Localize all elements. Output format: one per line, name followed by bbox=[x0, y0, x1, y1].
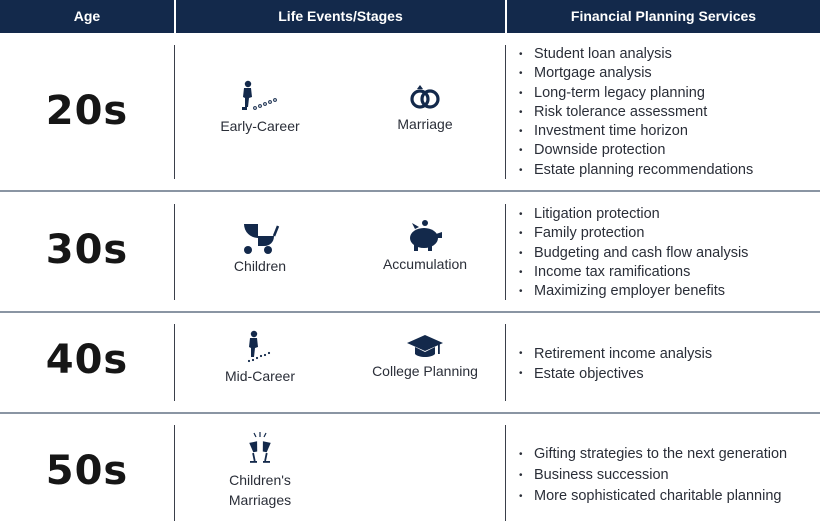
list-item: • Estate objectives bbox=[519, 364, 712, 384]
career-climb-icon bbox=[240, 330, 280, 366]
life-event-label: Accumulation bbox=[382, 256, 468, 272]
list-item: • Gifting strategies to the next generation bbox=[519, 444, 787, 465]
baby-stroller-icon bbox=[238, 218, 282, 256]
list-item: • Estate planning recommendations bbox=[519, 161, 753, 180]
career-climb-icon bbox=[238, 80, 282, 116]
wedding-rings-icon bbox=[403, 80, 447, 114]
header-life-events: Life Events/Stages bbox=[278, 8, 403, 24]
list-item: • Downside protection bbox=[519, 141, 753, 160]
list-item: • Risk tolerance assessment bbox=[519, 103, 753, 122]
row-divider bbox=[0, 311, 820, 313]
column-divider bbox=[505, 324, 506, 401]
column-divider bbox=[174, 425, 175, 521]
row-divider bbox=[0, 412, 820, 414]
age-label: 20s bbox=[45, 88, 129, 134]
life-event-early-career bbox=[180, 80, 340, 136]
life-event-label: College Planning bbox=[372, 363, 478, 379]
services-list bbox=[519, 344, 712, 384]
age-label: 50s bbox=[45, 448, 129, 494]
list-item: • More sophisticated charitable planning bbox=[519, 486, 787, 507]
life-event-label: Children bbox=[233, 258, 287, 274]
piggy-bank-icon bbox=[403, 218, 447, 254]
column-divider bbox=[174, 45, 175, 179]
age-label: 30s bbox=[45, 227, 129, 273]
header-services: Financial Planning Services bbox=[570, 8, 757, 24]
services-list bbox=[519, 205, 748, 301]
table-header bbox=[0, 0, 820, 33]
list-item: • Budgeting and cash flow analysis bbox=[519, 244, 748, 263]
list-item: • Maximizing employer benefits bbox=[519, 282, 748, 301]
list-item: • Student loan analysis bbox=[519, 45, 753, 64]
list-item: • Income tax ramifications bbox=[519, 263, 748, 282]
life-event-college-planning bbox=[345, 333, 505, 381]
list-item: • Mortgage analysis bbox=[519, 64, 753, 83]
column-divider bbox=[505, 204, 506, 300]
header-age: Age bbox=[73, 8, 101, 24]
column-divider bbox=[505, 425, 506, 521]
life-event-children bbox=[180, 218, 340, 276]
row-divider bbox=[0, 190, 820, 192]
list-item: • Investment time horizon bbox=[519, 122, 753, 141]
life-event-label: Children's bbox=[229, 472, 291, 488]
services-list bbox=[519, 45, 753, 180]
life-event-accumulation bbox=[345, 218, 505, 274]
column-divider bbox=[174, 324, 175, 401]
services-list bbox=[519, 444, 787, 507]
life-event-label: Marriage bbox=[397, 116, 453, 132]
list-item: • Long-term legacy planning bbox=[519, 84, 753, 103]
column-divider bbox=[174, 204, 175, 300]
life-event-label: Early-Career bbox=[220, 118, 300, 134]
graduation-cap-icon bbox=[405, 333, 445, 361]
champagne-toast-icon bbox=[242, 430, 278, 470]
life-event-marriage bbox=[345, 80, 505, 134]
list-item: • Retirement income analysis bbox=[519, 344, 712, 364]
life-event-label-line2: Marriages bbox=[228, 492, 292, 508]
column-divider bbox=[505, 45, 506, 179]
list-item: • Litigation protection bbox=[519, 205, 748, 224]
list-item: • Business succession bbox=[519, 465, 787, 486]
list-item: • Family protection bbox=[519, 224, 748, 243]
age-label: 40s bbox=[45, 337, 129, 383]
life-event-childrens-marriages bbox=[180, 430, 340, 510]
life-event-mid-career bbox=[180, 330, 340, 386]
life-event-label: Mid-Career bbox=[224, 368, 295, 384]
